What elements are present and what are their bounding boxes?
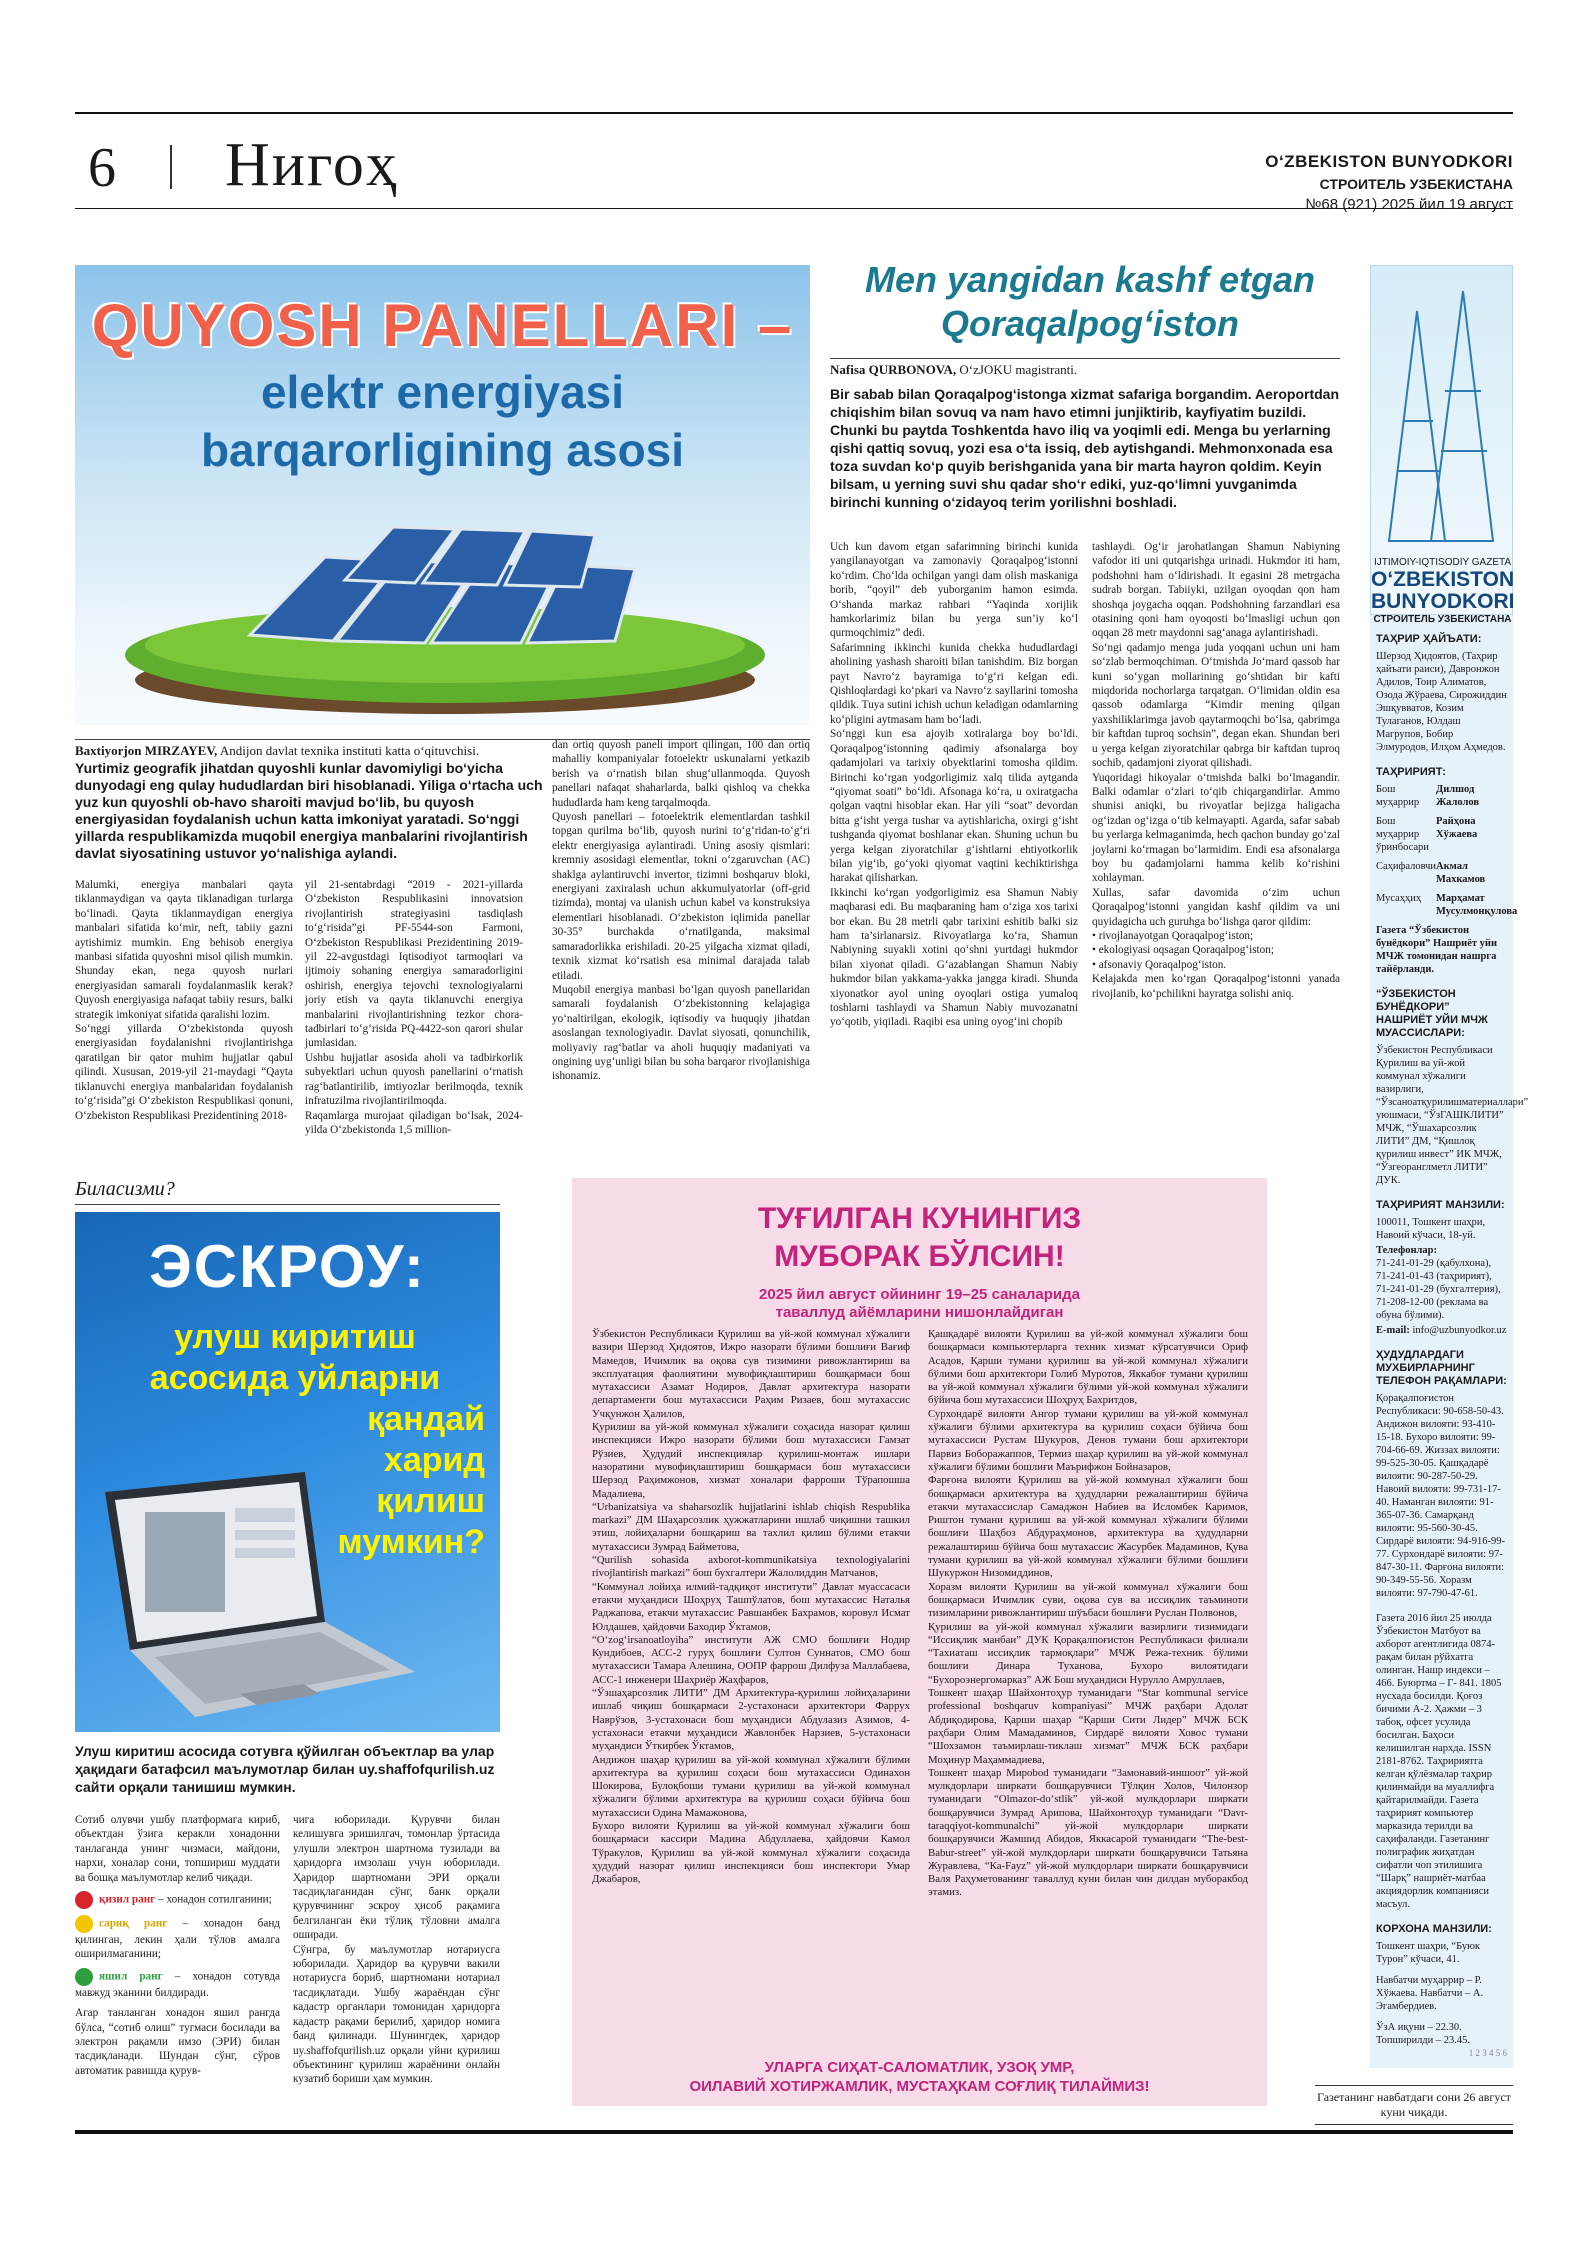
sidebar-info-panel xyxy=(1370,615,1529,2068)
logo-line1: O‘ZBEKISTON xyxy=(1371,568,1515,591)
article2-title-line2: Qoraqalpog‘iston xyxy=(940,303,1239,344)
staff-name: Марҳамат Мусулмонқулова xyxy=(1436,893,1518,917)
building-icon xyxy=(1371,271,1514,551)
staff-name: Дилшод Жалолов xyxy=(1436,784,1480,808)
bilasizmi-column-1 xyxy=(75,1813,280,2113)
article2-author: Nafisa QURBONOVA, xyxy=(830,362,957,377)
sidebar-logo-block xyxy=(1370,265,1515,625)
phones-label: Телефонлар: xyxy=(1376,1245,1437,1256)
birthday-subtitle xyxy=(572,1286,1267,1322)
registration-text: Газета 2016 йил 25 июлда Ўзбекистон Матбуот ва ахборот агентлигида 0874-рақам билан рўйхатга олинган. Нашр индекси – 466. Буюртма – Г- 841. 1805 нусхада босилди. Қоғоз бичими А-2. Ҳажми – 3 табоқ, офсет усулида босилган. Баҳоси келишилган нархда. ISSN 2181-8762. Таҳририятга келган қўлёзмалар таҳрир қилинмайди ва муаллифга қайтарилмайди. Газета таҳририят компьютер марказида терилди ва саҳифаланди. Газетанинг полиграфик жиҳатдан сифатли чоп этилишига “Шарқ” нашриёт-матбаа акциядорлик компанияси масъул. xyxy=(1376,1613,1502,1910)
top-rule xyxy=(75,112,1513,114)
solar-panels-on-grass-icon xyxy=(75,465,810,725)
article1-title-line1: QUYOSH PANELLARI – xyxy=(91,292,794,359)
staff-row xyxy=(1376,892,1518,918)
promo-line2: асосида уйларни xyxy=(149,1359,441,1397)
birthday-title-line2: МУБОРАК БЎЛСИН! xyxy=(774,1240,1065,1273)
legend-green-label: яшил ранг xyxy=(99,1970,163,1983)
logo-line2: BUNYODKORI xyxy=(1371,590,1515,613)
section-title: Нигоҳ xyxy=(225,131,399,199)
bottom-rule xyxy=(75,2130,1513,2134)
page-number: 6 xyxy=(88,137,116,199)
paper-name: O‘ZBEKISTON BUNYODKORI xyxy=(1265,152,1513,171)
article1-title-line2: elektr energiyasi xyxy=(260,366,625,418)
staff-row xyxy=(1376,860,1507,886)
article2-col2-text: tashlaydi. Og‘ir jarohatlangan Shamun Nabiyning vafodor iti uni qutqarishga urinadi. Hukmdor iti ham, podshohni ham o‘ldirishadi. It egasini 28 metrgacha sudrab borgan. Tabiiyki, uzilgan oyoqdan qon ham shoshqa joygacha oqqan. Podshohning farzandlari esa otasining qoni ham oyoqosti bo‘lmasligi uchun qon oqqan 28 metr maydonni sag‘anaga aylantirishadi. So‘ngi qadamjo menga juda yoqqani uchun uni ham so‘zlab bermoqchiman. O‘tmishda Jo‘mard qassob har kuni so‘ygan mollarining go‘shtidan bir kafti miqdorida nochorlarga tarqatgan. O‘limidan oldin esa qassob odamlarga “Kimdir mening qilgan yaxshiliklarimga javob qaytarmoqchi bo‘lsa, qabrimga bir kaftdan tuproq sochsin”, degan ekan. Shundan beri u yerga kelgan ziyoratchilar qabrga bir kaftdan tuproq sochib, qadamjoni ziyorat qilishadi. Yuqoridagi hikoyalar o‘tmishda balki bo‘lmagandir. Balki odamlar o‘zlari to‘qib chiqargandirlar. Ammo shunisi aniqki, bu rivoyatlar bejizga haligacha og‘izdan og‘izga o‘tib kelmayapti. Agarda, safar sabab bu yerlarga kelmaganimda, hech qachon bunday go‘zal joylarni ko‘rmagan bo‘larmidim. Endi esa afsonalarga boy bu qadamjolarni hamma kelib ko‘rishini xohlayman. Xullas, safar davomida o‘zim uchun Qoraqalpog‘istonni yangidan kashf qildim va uni quyidagicha uch guruhga bo‘lishga qaror qildim: • rivojlanayotgan Qoraqalpog‘iston; • ekologiyasi oqsagan Qoraqalpog‘iston; • afsonaviy Qoraqalpog‘iston. Kelajakda men ko‘rgan Qoraqalpog‘istonni yanada rivojlanib, ko‘pchilikni hayratga solishi aniq. xyxy=(1092,541,1340,1000)
laptop-icon xyxy=(75,1472,500,1732)
article1-col1-text: Malumki, energiya manbalari qayta tiklanmaydigan va qayta tiklanadigan turlarga bo‘linadi. Qayta tiklanmaydigan energiya manbalari sifatida ko‘mir, neft, tabiiy gazni aytishimiz mumkin. Eng behisob energiya manbasi sifatida quyoshni misol qilish mumkin. Shunday ekan, nega quyosh nurlari energiyasidan samarali foydalanmaslik kerak? Quyosh energiyasiga nafaqat tabiiy resurs, balki strategik imkoniyat sifatida qaralishi lozim. So‘nggi yillarda O‘zbekistonda quyosh energiyasidan foydalanishni rivojlantirishga qaratilgan bir qator muhim hujjatlar qabul qilindi. Xususan, 2019-yil 21-maydagi “Qayta tiklanuvchi energiya manbalaridan foydalanish to‘g‘risida”gi O‘zbekiston Respublikasi qonuni, O‘zbekiston Respublikasi Prezidentining 2018- xyxy=(75,879,293,1122)
birthday-col1-text: Ўзбекистон Республикаси Қурилиш ва уй-жой коммунал хўжалиги вазири Шерзод Ҳидоятов, Ижро назорати бўлими бошлиғи Вағиф Мамедов, Ичимлик ва оқова сув тизимини ривожлантириш ва эксплуатация фаолиятини мувофиқлаштириш бошқармаси бош мутахассиси Азамат Нодиров, Давлат архитектура назорати департаменти бош мутахассиси Раҳим Ризаев, бош мутахассис Учқунжон Ҳалилов, Қурилиш ва уй-жой коммунал хўжалиги соҳасида назорат қилиш инспекцияси Ижро назорати бўлими бош мутахассиси Гамзат Рўзиев, Ҳудудий инспекциялар қурилиш-монтаж ишлари назоратини мувофиқлаштириш бошқармаси бош мутахассиси Шерзод Раҳимжонов, хизмат хоналари фарроши Тўрапошша Мадалиева, “Urbanizatsiya va shaharsozlik hujjatlarini ishlab chiqish Respublika markazi” ДМ Шаҳарсозлик ҳужжатларини ишлаб чиқишни ташкил этиш, лойиҳаларни бошқариш ва тахлил қилиш бўлими етакчи мутахассиси Зумрад Байметова, “Qurilish sohasida axborot-kommunikatsiya texnologiyalarini rivojlantirish markazi” бош бухгалтери Жалолиддин Матчанов, “Коммунал лойиҳа илмий-тадқиқот институти” Давлат муассасаси етакчи муҳандиси Шоҳруҳ Ташпўлатов, бош мутахассис Наталья Раджапова, етакчи мутахассис Равшанбек Бахрамов, коровул Исмат Юлдашев, ҳайдовчи Баходир Ўктамов, “O‘zog‘irsanoatloyiha” институти АЖ СМО бошлиғи Нодир Кундибоев, АСС-2 гуруҳ бошлиғи Султон Суннатов, СМО бош мутахассиси Тамара Алешина, ООПР фаррош Дилфуза Маллабаева, АСС-1 инженери Шаҳриёр Жаҳфаров, “Ўзшаҳарсозлик ЛИТИ” ДМ Архитектура-қурилиш лойиҳаларини ишлаб чиқиш бошқармаси 2-устахонаси архитектори Фаррух Наврўзов, 3-устахонаси бош муҳандиси Абдулазиз Азимов, 4-устахонаси етакчи муҳандиси Жавлонбек Нарзиев, 5-устахонаси муҳандиси Ўткирбек Ўктамов, Андижон шаҳар қурилиш ва уй-жой коммунал хўжалиги бўлими архитектура ва қурилиш соҳаси бош мутахассиси Одинахон Шокирова, Булоқбоши тумани қурилиш ва уй-жой коммунал хўжалиги бўлими архитектура ва қурилиш соҳаси бўйича бош мутахассиси Одина Мамажонова, Бухоро вилояти Қурилиш ва уй-жой коммунал хўжалиги бош бошқармаси кассири Мадина Абдуллаева, ҳайдовчи Камол Тўракулов, Қурилиш ва уй-жой коммунал хўжалиги соҳасида ҳудудий назорат қилиш инспекцияси бош инспектори Умар Джабаров, xyxy=(592,1328,910,1886)
editorial-title: ТАҲРИР ҲАЙЪАТИ: xyxy=(1376,633,1482,645)
yellow-dot-icon xyxy=(75,1915,93,1933)
masthead xyxy=(1265,152,1513,213)
promo-line3: қандай xyxy=(367,1400,485,1438)
staff-role: Саҳифаловчи xyxy=(1376,861,1437,872)
birthday-column-2 xyxy=(928,1328,1248,2050)
print-title: КОРХОНА МАНЗИЛИ: xyxy=(1376,1923,1492,1935)
founders-title: “ЎЗБЕКИСТОН БУНЁДКОРИ” НАШРИЁТ УЙИ МЧЖ МУАССИСЛАРИ: xyxy=(1376,988,1488,1039)
article2-title xyxy=(845,258,1335,346)
legend-green-text: – хонадон сотувда мавжуд эканини билдиради. xyxy=(75,1970,280,1999)
green-dot-icon xyxy=(75,1968,93,1986)
duty-text: Навбатчи муҳаррир – Р. Хўжаева. Навбатчи – А. Эгамбердиев. xyxy=(1376,1975,1484,2012)
legend-red-text: – хонадон сотилганини; xyxy=(155,1893,272,1906)
promo-line4: харид xyxy=(383,1441,485,1479)
promo-line5: қилиш xyxy=(376,1482,485,1520)
address-title: ТАҲРИРИЯТ МАНЗИЛИ: xyxy=(1376,1199,1505,1211)
article1-title xyxy=(75,291,810,476)
phones-text: 71-241-01-29 (қабулхона), 71-241-01-43 (таҳририят), 71-241-01-29 (бухгалтерия), 71-208-12-00 (реклама ва обуна бўлими). xyxy=(1376,1258,1501,1321)
solar-panel-illustration xyxy=(75,265,810,725)
promo-caption: Улуш киритиш асосида сотувга қўйилган объектлар ва улар ҳақидаги батафсил маълумотлар билан uy.shaffofqurilish.uz сайти орқали танишиш мумкин. xyxy=(75,1743,495,1795)
publisher-note: Газета “Ўзбекистон бунёдкори” Нашриёт уйи МЧЖ томонидан нашрга тайёрланди. xyxy=(1376,925,1498,975)
staff-row xyxy=(1376,815,1507,854)
bilasizmi-column-2 xyxy=(293,1813,500,2113)
birthday-col2-text: Қашқадарё вилояти Қурилиш ва уй-жой коммунал хўжалиги бош бошқармаси компьютерларга техник хизмат кўрсатувчиси Ориф Асадов, Қарши тумани қурилиш ва уй-жой коммунал хўжалиги бўлими бош архитектори Голиб Муротов, Яккабоғ тумани қурилиш ва уй-жой коммунал хўжалиги бўлими уй-жой коммунал хўжалиги бўйича бош мутахассиси Шоҳруҳ Бахритдов, Сурхондарё вилояти Ангор тумани қурилиш ва уй-жой коммунал хўжалиги бўлими архитектура ва қурилиш соҳаси бўйича бош мутахассиси Рустам Шукуров, Денов тумани бош архитектори Парвиз Боборажаппов, Термиз шаҳар қурилиш ва уй-жой коммунал хўжалиги бўлими бошлиғи Маърифжон Бойназаров, Фарғона вилояти Қурилиш ва уй-жой коммунал хўжалиги бош бошқармаси архитектура ва ҳудудларни режалаштириш бўйича етакчи мутахассислар Самаджон Набиев ва Исломбек Каримов, Риштон тумани қурилиш ва уй-жой коммунал хўжалиги бўлими бошлиғи Шаҳбоз Абдураҳмонов, архитектура ва ҳудудларни режалаштириш бўйича бош мутахассис Жасурбек Мадаминов, Қува тумани қурилиш ва уй-жой коммунал хўжалиги бўлими бошлиғи Шукуржон Низомиддинов, Хоразм вилояти Қурилиш ва уй-жой коммунал хўжалиги бош бошқармаси Ичимлик суви, оқова сув ва иссиқлик таъминоти тизимларини ривожлантириш шўъбаси бошлиғи Руслан Полвонов, Қурилиш ва уй-жой коммунал хўжалиги вазирлиги тизимидаги “Иссиқлик манбаи” ДУК Қорақалпоғистон Республикаси филиали “Тахиаташ иссиқлик тармоқлари” МЧЖ Режа-техник бўлими бошлиғи Динара Туханова, Бухоро вилоятидаги “Бухороэнергомарказ” АЖ Бош муҳандиси Нурулло Амруллаев, Тошкент шаҳар Шайхонтоҳур туманидаги “Star kommunal service professional boshqaruv kompaniyasi” МЧЖ раҳбари Адолат Абдиқодирова, Қарши шаҳар “Қарши Сити Лидер” МЧЖ БСК раҳбари Олим Мамадаминов, Сирдарё вилояти Ховос тумани “Шохзамон таъмирлаш-тиклаш хизмат” МЧЖ БСК раҳбари Моҳинур Маҳаммадиева, Тошкент шаҳар Мирobod туманидаги “Замонавий-иншоот” уй-жой мулкдорлари ширкати бошқарувчиси Тўлқин Холов, Чилонзор туманидаги “Olmazor-do‘stlik” уй-жой мулкдорлари ширкати бошқарувчиси Зумрад Арипова, Шайхонтоҳур туманидаги “Davr-taraqqiyot-kommunalchi” уй-жой мулкдорлари ширкати бошқарувчиси Жамшид Абидов, Яккасарой туманидаги “The-best-Babur-street” уй-жой мулкдорлари ширкати бошқарувчиси Татьяна Журавлева, “Ка-Fayz” уй-жой мулкдорлари ширкати бошқарувчиси Валя Раҳуметованинг таваллуд куни билан чин дилдан муборакбод этамиз. xyxy=(928,1328,1248,1899)
birthday-wish-line2: ОИЛАВИЙ ХОТИРЖАМЛИК, МУСТАҲКАМ СОҒЛИҚ ТИЛАЙМИЗ! xyxy=(689,2078,1150,2095)
article1-column-2 xyxy=(305,878,523,1163)
legend-yellow-label: сариқ ранг xyxy=(99,1917,168,1930)
legend-item xyxy=(75,1915,280,1962)
bilasizmi-col1-text: Сотиб олувчи ушбу платформага кириб, объектдан ўзига керакли хонадонни танлаганда унинг чизмаси, майдони, нархи, хоналар сони, топшириш муддати ва бошқа маълумотлар келиб чиқади. xyxy=(75,1814,280,1884)
sidebar-logo xyxy=(1371,556,1514,626)
regional-title: ҲУДУДЛАРДАГИ МУХБИРЛАРНИНГ ТЕЛЕФОН РАҚАМЛАРИ: xyxy=(1376,1349,1507,1387)
legend-red-label: қизил ранг xyxy=(99,1893,156,1906)
gazeta-type: IJTIMOIY-IQTISODIY GAZETA xyxy=(1373,557,1512,568)
address-text: 100011, Тошкент шаҳри, Навоий кўчаси, 18-уй. xyxy=(1376,1217,1486,1241)
staff-role: Бош муҳаррир xyxy=(1376,784,1420,808)
article2-col1-text: Uch kun davom etgan safarimning birinchi kunida yangilanayotgan va zamonaviy Qoraqalpog‘istonni ko‘rdim. Cho‘lda ochilgan yangi dam olish maskaniga borib, “qoyil” deb yuborganim hamon esimda. O‘shanda markaz rahbari “Yaqinda xorijlik hamkorlarimiz bilan bu yerga sun’iy ko‘l qurmoqchimiz” dedi. Safarimning ikkinchi kunida chekka hududlardagi aholining yashash sharoiti bilan tanishdim. Biz borgan payt Navro‘z bayramiga to‘g‘ri kelgan edi. Qishloqlardagi ko‘pkari va Navro‘z sayllarini tomosha qildik. Tuya sutini ichish uchun keladigan odamlarning ko‘pligini aytmasam ham bo‘ladi. So‘nggi kun esa ajoyib xotiralarga boy bo‘ldi. Qoraqalpog‘istonning qadimiy afsonalarga boy qadamjolari va tarixiy obyektlarini tomosha qildim. Birinchi ko‘rgan yodgorligimiz xalq tilida aytganda “qiyomat soati” bo‘ldi. Afsonaga ko‘ra, u oxiratgacha qolgan vaqtni hisoblar ekan. Har yili “soat” devordan bitta g‘isht yerga tushar va aytishlaricha, oxirgi g‘isht tushganda qiyomat boshlanar ekan. Shuning uchun bu yerga kelgan ziyoratchilar g‘ishtlarni ehtiyotkorlik bilan yig‘ib, go‘yoki qiyomat vaqtini kechiktirishga harakat qilisharkan. Ikkinchi ko‘rgan yodgorligimiz esa Shamun Nabiy maqbarasi edi. Bu maqbaraning ham o‘ziga xos tarixi bor ekan. Bu 28 metrli qabr tarixini eshitib balki siz ham ta’sirlanarsiz. Rivoyatlarga ko‘ra, Shamun Nabiyning suyakli xotini qo‘shni yurtdagi hukmdor bilan xiyonat qiladi. G‘azablangan Shamun Nabiy hukmdor bilan yakkama-yakka jangga kiradi. Shunda xiyonatkor ayol uning oyoqlari ostiga yumaloq toshlarni tashlaydi va Shamun Nabiy muvozanatni yo‘qotib, yiqiladi. Raqibi esa uning oyog‘ini chopib xyxy=(830,541,1078,1029)
bilasizmi-col1-tail: Агар танланган хонадон яшил рангда бўлса, “сотиб олиш” тугмаси босилади ва электрон рақамли имзо (ЭРИ) билан тасдиқланади. Шундан сўнг, сўров автоматик равишда қурув- xyxy=(75,2007,280,2077)
article1-author: Baxtiyorjon MIRZAYEV, xyxy=(75,743,218,758)
regional-text: Қорақалпоғистон Республикаси: 90-658-50-43. Андижон вилояти: 93-410-15-18. Бухоро вилояти: 99-704-66-69. Жиззах вилояти: 99-525-30-05. Қашқадарё вилояти: 90-287-50-29. Навоий вилояти: 99-731-17-40. Наманган вилояти: 91-365-07-36. Самарқанд вилояти: 95-560-30-45. Сирдарё вилояти: 94-916-99-77. Сурхондарё вилояти: 97-847-30-11. Фарғона вилояти: 90-349-55-56. Хоразм вилояти: 97-790-47-61. xyxy=(1376,1393,1505,1599)
paper-name-ru: СТРОИТЕЛЬ УЗБЕКИСТАНА xyxy=(1319,176,1513,192)
header-divider xyxy=(170,145,172,189)
red-dot-icon xyxy=(75,1891,93,1909)
promo-line1: улуш киритиш xyxy=(174,1318,416,1356)
article1-lead: Yurtimiz geografik jihatdan quyoshli kunlar davomiyligi bo‘yicha dunyodagi eng qulay hududlardan biri hisoblanadi. Yiliga o‘rtacha uch yuz kun quyoshli ob-havo sharoiti mavjud bo‘lib, bu quyosh energiyasidan foydalanish uchun katta imkoniyat yaratadi. So‘nggi yillarda respublikamizda muqobil energiya manbalarini rivojlantirish davlat siyosatining ustuvor yo‘nalishiga aylandi. xyxy=(75,760,543,861)
birthday-subtitle-line2: таваллуд айёмларини нишонлайдиган xyxy=(775,1304,1064,1321)
birthday-subtitle-line1: 2025 йил август ойининг 19–25 саналарида xyxy=(759,1286,1080,1303)
times-text: ЎзА иқуни – 22.30. Топширилди – 23.45. xyxy=(1376,2022,1471,2046)
bilasizmi-label: Биласизми? xyxy=(75,1178,500,1205)
legend-item xyxy=(75,1891,280,1909)
staff-name: Акмал Махкамов xyxy=(1436,861,1486,885)
birthday-title xyxy=(572,1200,1267,1276)
email-label: E-mail: xyxy=(1376,1325,1410,1336)
article2-lead: Bir sabab bilan Qoraqalpog‘istonga xizmat safariga borgandim. Aeroportdan chiqishim bilan sovuq va nam havo etimni junjiktirib, kayfiyatim buzildi. Chunki bu paytda Toshkentda havo iliq va yoqimli edi. Menga bu yerlarning qishi qattiq sovuq, yozi esa o‘ta issiq, deb aytishgandi. Mehmonxonada esa toza suvdan ko‘p quyib berishganida yana bir marta hayron qoldim. Keyin bilsam, u yerning suvi shu qadar sho‘r ediki, yuz-qo‘limni yuvganimda birinchi kunning o‘zidayoq terim yorilishni boshladi. xyxy=(830,386,1340,510)
article2-column-1 xyxy=(830,540,1078,1163)
birthday-column-1 xyxy=(592,1328,910,2050)
email-link[interactable]: info@uzbunyodkor.uz xyxy=(1412,1325,1507,1336)
article1-column-1 xyxy=(75,878,293,1163)
promo-line6: мумкин? xyxy=(337,1523,485,1561)
issue-info: №68 (921) 2025 йил 19 август xyxy=(1305,196,1513,213)
staff-role: Мусаҳҳиҳ xyxy=(1376,893,1422,904)
article1-col3-text: dan ortiq quyosh paneli import qilingan, 100 dan ortiq mahalliy kompaniyalar fotoelektr uskunalarni yetkazib berish va o‘rnatish bilan shug‘ullanmoqda. Quyosh panellari nafaqat shaharlarda, balki qishloq va chekka hududlarda ham keng tarqalmoqda. Quyosh panellari – fotoelektrik elementlardan tashkil topgan qurilma bo‘lib, quyosh nurini to‘g‘ridan-to‘g‘ri elektr energiyasiga aylantiradi. Uning asosiy qismlari: kremniy asosidagi elementlar, tokni o‘zgaruvchan (AC) shaklga aylantiruvchi invertor, tizimni boshqaruv bloki, energiyani zaxiralash uchun akkumulyatorlar (off-grid tizimda), montaj va ulanish uchun kabel va konstruksiya elementlari hisoblanadi. O‘zbekiston iqlimida panellar 30-35° burchakda o‘rnatilganda, maksimal samaradorlikka erishiladi. 20-25 yilgacha xizmat qiladi, texnik xizmat ko‘rsatish esa minimal darajada talab etiladi. Muqobil energiya manbasi bo‘lgan quyosh panellaridan samarali foydalanish O‘zbekistonning kelajagiga yo‘naltirilgan, ekologik, iqtisodiy va huquqiy jihatdan asoslangan texnologiyadir. Davlat siyosati, qonunchilik, moliyaviy rag‘batlar va aholi huquqiy madaniyati va ongining uyg‘unligi bilan bu soha barqaror rivojlanishiga ishonamiz. xyxy=(552,739,810,1083)
staff-name: Райҳона Хўжаева xyxy=(1436,816,1478,840)
promo-title: ЭСКРОУ: xyxy=(149,1233,426,1300)
escrow-promo-image xyxy=(75,1212,500,1732)
article1-author-role: Andijon davlat texnika instituti katta o‘qituvchisi. xyxy=(219,743,480,758)
article1-title-line3: barqarorligining asosi xyxy=(200,424,685,476)
legend-item xyxy=(75,1968,280,2000)
legend-yellow-text: – хонадон банд қилинган, лекин ҳали тўлов амалга оширилмаганини; xyxy=(75,1917,280,1961)
birthday-greeting-box xyxy=(572,1178,1267,2106)
sidebar-imprint xyxy=(1370,265,1529,2068)
issue-code: 1 2 3 4 5 6 xyxy=(1468,2048,1507,2058)
print-address: Тошкент шаҳри, “Буюк Турон” кўчаси, 41. xyxy=(1376,1941,1481,1965)
birthday-title-line1: ТУҒИЛГАН КУНИНГИЗ xyxy=(757,1202,1082,1235)
birthday-wishes xyxy=(572,2058,1267,2096)
staff-role: Бош муҳаррир ўринбосари xyxy=(1376,816,1429,853)
staff-title: ТАҲРИРИЯТ: xyxy=(1376,766,1446,778)
next-issue-note: Газетанинг навбатдаги сони 26 август куни чиқади. xyxy=(1315,2085,1513,2125)
article2-byline xyxy=(830,358,1340,378)
article1-column-3 xyxy=(552,738,810,1163)
article2-author-role: O‘zJOKU magistranti. xyxy=(959,362,1078,377)
founders-text: Ўзбекистон Республикаси Қурилиш ва уй-жой коммунал хўжалиги вазирлиги, “Ўзсаноатқурилишматериаллари” уюшмаси, “ЎзГАШКЛИТИ” МЧЖ, “Ўшахарсозлик ЛИТИ” ДМ, “Қишлоқ қурилиш инвест” ИК МЧЖ, “Ўзгеоранглметл ЛИТИ” ДУК. xyxy=(1376,1045,1529,1186)
bilasizmi-col2-text: чига юборилади. Қурувчи билан келишувга эришилгач, томонлар ўртасида улушли электрон шартнома тузилади ва ҳаридорга имзолаш учун юборилади. Ҳаридор шартномани ЭРИ орқали тасдиқлаганидан сўнг, банк орқали қурувчининг эскроу ҳисоб рақамига белгиланган ёки тўлиқ тўловни амалга оширади. Сўнгра, бу маълумотлар нотариусга юборилади. Ҳаридор ва қурувчи вакили нотариусга бориб, шартномани нотариал тасдиқлатади. Ушбу жараёндан сўнг кадастр органлари томонидан ҳаридорга кадастр рақами берилиб, ҳаридор номига банд қилинади. Шунингдек, ҳаридор uy.shaffofqurilish.uz орқали уйни қурилиш объектининг қурилиш жараёнини онлайн кузатиб бориши ҳам мумкин. xyxy=(293,1814,500,2086)
editorial-members: Шерзод Ҳидоятов, (Таҳрир ҳайъати раиси), Давронжон Адилов, Тоир Алиматов, Озода Жўраева, Сирожиддин Эшқувватов, Козим Тулаганов, Юлдаш Магрупов, Бобир Элмуродов, Илҳом Аҳмедов. xyxy=(1376,651,1507,753)
birthday-wish-line1: УЛАРГА СИҲАТ-САЛОМАТЛИК, УЗОҚ УМР, xyxy=(764,2059,1075,2076)
article2-column-2 xyxy=(1092,540,1340,1163)
article1-col2-text: yil 21-sentabrdagi “2019 - 2021-yillarda O‘zbekiston Respublikasini innovatsion rivojlantirish strategiyasini tasdiqlash to‘g‘risida”gi PF-5544-son Farmoni, O‘zbekiston Respublikasi Prezidentining 2019-yil 22-avgustdagi Iqtisodiyot tarmoqlari va ijtimoiy sohaning energiya samaradorligini oshirish, energiya tejovchi texnologiyalarni joriy etish va qayta tiklanuvchi energiya manbalarini rivojlantirishning tezkor chora-tadbirlari to‘g‘risida PQ-4422-son qarori shular jumlasidan. Ushbu hujjatlar asosida aholi va tadbirkorlik subyektlari uchun quyosh panellarini o‘rnatish rag‘batlantirilib, imtiyozlar berilmoqda, texnik infratuzilma rivojlantirilmoqda. Raqamlarga murojaat qiladigan bo‘lsak, 2024-yilda O‘zbekistonda 1,5 million- xyxy=(305,879,523,1136)
article2-title-line1: Men yangidan kashf etgan xyxy=(864,259,1316,300)
logo-line3: СТРОИТЕЛЬ УЗБЕКИСТАНА xyxy=(1373,614,1512,625)
staff-row xyxy=(1376,783,1507,809)
